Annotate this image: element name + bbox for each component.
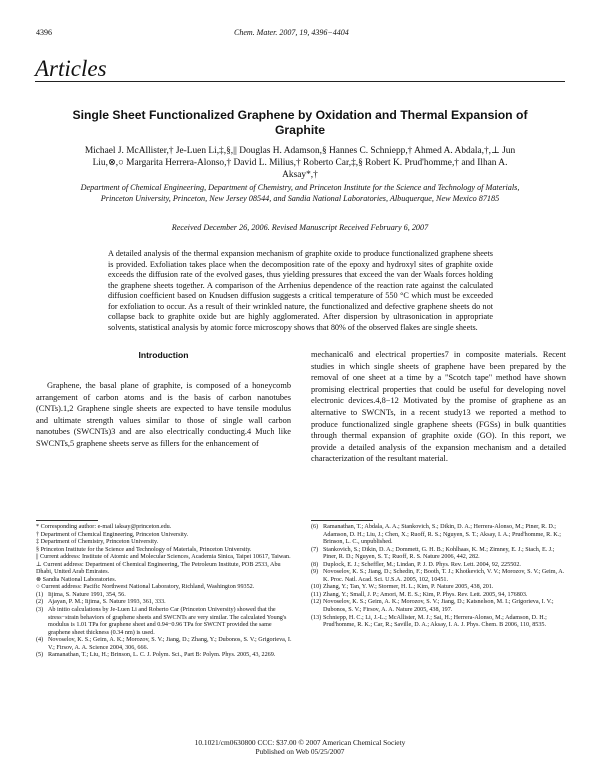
reference-text: Ramanathan, T.; Liu, H.; Brinson, L. C. J. Polym. Sci., Part B: Polym. Phys. 2005, 43, 2269. — [48, 652, 276, 659]
reference-number: (9) — [311, 569, 319, 576]
reference-text: Zhang, Y.; Tan, Y. W.; Stormer, H. L.; Kim, P. Nature 2005, 438, 201. — [323, 584, 494, 591]
reference-item — [311, 524, 567, 547]
reference-text: Novoselov, K. S.; Geim, A. K.; Morozov, S. V.; Jiang, D.; Zhang, Y.; Dubonos, S. V.; Grigorieva, I. V.; Firsov, A. A. Science 2004, 306, 666. — [48, 637, 292, 651]
author-list: Michael J. McAllister,† Je-Luen Li,‡,§,|| Douglas H. Adamson,§ Hannes C. Schniepp,† Ahmed A. Abdala,†,⊥ Jun Liu,⊗,○ Margarita Herrera-Alonso,† David L. Milius,† Roberto Car,‡,§ Robert K. Prud'homme,† and Ilhan A. Aksay*,† — [84, 146, 516, 180]
reference-item — [311, 547, 567, 562]
reference-item — [311, 599, 567, 614]
reference-number: (11) — [311, 591, 322, 598]
reference-number: (10) — [311, 584, 322, 591]
footnote: || Current address: Institute of Atomic and Molecular Sciences, Academia Sinica, Taipei 10617, Taiwan. — [36, 554, 291, 561]
footnote: * Corresponding author: e-mail iaksay@princeton.edu. — [36, 524, 172, 530]
reference-text: Duplock, E. J.; Scheffler, M.; Lindan, P. J. D. Phys. Rev. Lett. 2004, 92, 225502. — [323, 561, 521, 568]
reference-item — [311, 562, 567, 570]
footnote: ○ Current address: Pacific Northwest National Laboratory, Richland, Washington 99352. — [36, 584, 255, 591]
footnote: ‡ Department of Chemistry, Princeton University. — [36, 539, 159, 546]
body-paragraph-left: Graphene, the basal plane of graphite, is composed of a honeycomb arrangement of carbon atoms and is the basis of carbon nanotubes (CNTs).1,2 Graphene single sheets are expected to have tensile modulus and ultimate strength values similar to those of single wall carbon nanotubes (SWCNTs)3 and are also electrically conducting.4 Much like SWCNTs,5 graphene sheets serve as fillers for the enhancement of — [36, 381, 291, 448]
reference-text: Schniepp, H. C.; Li, J.-L.; McAllister, M. J.; Sai, H.; Herrera-Alonso, M.; Adamson, D. H.; Prud'homme, R. K.; Car, R.; Saville, D. A.; Aksay, I. A. J. Phys. Chem. B 2006, 110, 8535. — [323, 614, 547, 629]
reference-number: (12) — [311, 599, 322, 606]
footnote: ⊥ Current address: Department of Chemical Engineering, The Petroleum Institute, POB 2533, Abu Dhabi, United Arab Emirates. — [36, 561, 281, 576]
footnote: † Department of Chemical Engineering, Princeton University. — [36, 531, 189, 538]
reference-number: (7) — [311, 546, 319, 553]
reference-number: (4) — [36, 637, 44, 644]
reference-item — [36, 607, 292, 637]
references-column-right — [311, 524, 567, 630]
received-dates: Received December 26, 2006. Revised Manuscript Received February 6, 2007 — [171, 223, 429, 232]
section-label: Articles — [35, 56, 107, 81]
reference-number: (6) — [311, 524, 319, 530]
section-heading-introduction: Introduction — [138, 350, 189, 360]
reference-text: Zhang, Y.; Small, J. P.; Amori, M. E. S.; Kim, P. Phys. Rev. Lett. 2005, 94, 176803. — [323, 591, 528, 598]
reference-number: (5) — [36, 652, 44, 659]
article-title: Single Sheet Functionalized Graphene by Oxidation and Thermal Expansion of Graphite — [72, 108, 528, 137]
reference-text: Stankovich, S.; Dikin, D. A.; Dommett, G. H. B.; Kohlhaas, K. M.; Zimney, E. J.; Stach, E. J.; Piner, R. D.; Nguyen, S. T.; Ruoff, R. S. Nature 2006, 442, 282. — [323, 546, 555, 561]
journal-reference: Chem. Mater. 2007, 19, 4396−4404 — [234, 28, 349, 37]
page-number: 4396 — [36, 28, 52, 37]
footnotes-column-left — [36, 524, 292, 660]
doi-line: 10.1021/cm0630800 CCC: $37.00 © 2007 American Chemical Society — [194, 738, 406, 747]
publication-date: Published on Web 05/25/2007 — [255, 747, 345, 756]
reference-number: (1) — [36, 591, 44, 598]
reference-number: (8) — [311, 561, 319, 568]
reference-item — [36, 592, 292, 600]
abstract: A detailed analysis of the thermal expansion mechanism of graphite oxide to produce functionalized graphene sheets is provided. Exfoliation takes place when the decomposition rate of the epoxy and hydroxyl sites of graphite oxide exceeds the diffusion rate of the evolved gases, thus yielding pressures that exceed the van der Waals forces holding the graphene sheets together. A comparison of the Arrhenius dependence of the reaction rate against the calculated diffusion coefficient based on Knudsen diffusion suggests a critical temperature of 550 °C which must be exceeded for exfoliation to occur. As a result of their wrinkled nature, the functionalized and defective graphene sheets do not collapse back to graphite oxide but are highly agglomerated. After dispersion by ultrasonication in appropriate solvents, statistical analysis by atomic force microscopy shows that 80% of the observed flakes are single sheets. — [108, 249, 493, 332]
footnote: ⊗ Sandia National Laboratories. — [36, 576, 117, 583]
footnote-rule — [311, 520, 373, 521]
header-rule — [35, 81, 565, 82]
reference-item — [311, 584, 567, 592]
footnote-list — [36, 524, 292, 592]
reference-item — [36, 599, 292, 607]
reference-number: (13) — [311, 614, 322, 621]
reference-item — [311, 592, 567, 600]
reference-item — [36, 652, 292, 660]
affiliation: Department of Chemical Engineering, Department of Chemistry, and Princeton Institute for the Science and Technology of Materials, Princeton University, Princeton, New Jersey 08544, and Sandia National Laboratories, Albuquerque, New Mexico 87185 — [80, 183, 520, 203]
reference-text: Ramanathan, T.; Abdala, A. A.; Stankovich, S.; Dikin, D. A.; Herrera-Alonso, M.; Piner, R. D.; Adamson, D. H.; Liu, J.; Chen, X.; Ruoff, R. S.; Nguyen, S. T.; Aksay, I. A.; Prud'homme, R. K.; Brinson, L. C., unpublished. — [323, 524, 561, 546]
reference-text: Iijima, S. Nature 1991, 354, 56. — [48, 591, 126, 598]
reference-text: Novoselov, K. S.; Jiang, D.; Schedin, F.; Booth, T. J.; Khotkevich, V. V.; Morozov, S. V.; Geim, A. K. Proc. Natl. Acad. Sci. U.S.A. 2005, 102, 10451. — [323, 569, 565, 583]
reference-number: (2) — [36, 599, 44, 606]
reference-text: Ab initio calculations by Je-Luen Li and Roberto Car (Princeton University) showed that the stress−strain behaviors of graphene sheets and SWCNTs are very similar. The calculated Young's modulus is 1.01 TPa for graphene sheet and 0.94−0.96 TPa for SWCNT provided the same graphene sheet thickness (0.34 nm) is used. — [48, 607, 287, 636]
reference-number: (3) — [36, 607, 44, 614]
reference-text: Ajayan, P. M.; Iijima, S. Nature 1993, 361, 333. — [48, 599, 166, 606]
reference-text: Novoselov, K. S.; Geim, A. K.; Morozov, S. V.; Jiang, D.; Katsnelson, M. I.; Grigorieva, I. V.; Dubonos, S. V.; Firsov, A. A. Nature 2005, 438, 197. — [323, 599, 554, 614]
body-paragraph-right: mechanical6 and electrical properties7 in composite materials. Recent studies in which single sheets of graphene have been prepared by the removal of one sheet at a time by a "Scotch tape" method have shown promising electrical properties that could be useful for developing novel electronic devices.4,8−12 Motivated by the promise of graphene as an alternative to SWCNTs, in a recent study13 we reported a method to produce functionalized single graphene sheets (FGSs) in bulk quantities through thermal expansion of graphite oxide (GO). In this report, we provide a detailed analysis of the expansion mechanism and a detailed characterization of the resultant material. — [311, 350, 566, 464]
reference-item — [311, 615, 567, 630]
footnote-rule — [36, 520, 98, 521]
reference-item — [36, 637, 292, 652]
page-footer — [150, 738, 450, 756]
footnote: § Princeton Institute for the Science and Technology of Materials, Princeton University. — [36, 546, 252, 553]
reference-item — [311, 569, 567, 584]
reference-list-left — [36, 592, 292, 660]
